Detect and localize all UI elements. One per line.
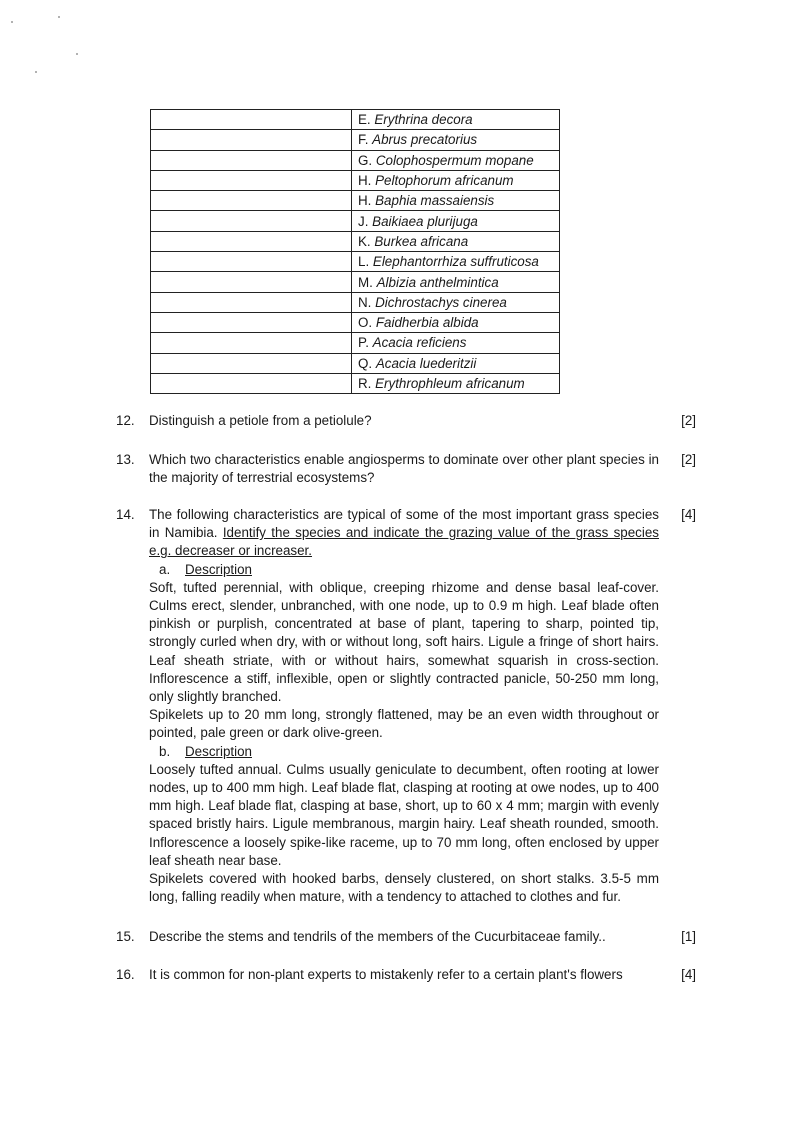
table-row [151, 312, 560, 332]
question-text: It is common for non-plant experts to mistakenly refer to a certain plant's flowers [149, 967, 623, 982]
table-row [151, 231, 560, 251]
question-marks: [4] [681, 507, 696, 522]
species-cell: R. Erythrophleum africanum [352, 373, 560, 393]
part-a-description: Soft, tufted perennial, with oblique, creeping rhizome and dense basal leaf-cover. Culms erect, slender, unbranched, with one node, up to 0.9 m high. Leaf blade often pinkish or purplish, concentrated at base of plant, tapering to sharp, pointed tip, strongly curled when dry, with or without long, soft hairs. Ligule a fringe of short hairs. Leaf sheath striate, with or without hairs, somewhat squarish in cross-section. Inflorescence a stiff, inflexible, open or slightly contracted panicle, 50-250 mm long, only slightly branched. [149, 579, 659, 705]
table-row [151, 110, 560, 130]
species-cell: Q. Acacia luederitzii [352, 353, 560, 373]
part-a-heading [159, 561, 659, 579]
species-name: Colophospermum mopane [375, 152, 534, 168]
part-b-spikelets: Spikelets covered with hooked barbs, densely clustered, on short stalks. 3.5-5 mm long, falling readily when mature, with a tendency to attached to clothes and fur. [149, 871, 659, 905]
answer-cell [151, 211, 352, 231]
answer-cell [151, 272, 352, 292]
instruction-text: Identify the species and indicate the grazing value of the grass species e.g. decreaser or increaser. [149, 525, 659, 559]
question-number: 16. [116, 967, 135, 982]
answer-cell [151, 373, 352, 393]
answer-cell [151, 170, 352, 190]
question-marks: [1] [681, 929, 696, 944]
question-number: 12. [116, 413, 135, 428]
answer-cell [151, 252, 352, 272]
question-marks: [2] [681, 413, 696, 428]
table-row [151, 150, 560, 170]
table-row [151, 272, 560, 292]
species-name: Acacia reficiens [372, 335, 467, 351]
species-cell: E. Erythrina decora [352, 110, 560, 130]
table-row [151, 252, 560, 272]
question-body [149, 506, 659, 906]
part-a-spikelets: Spikelets up to 20 mm long, strongly flattened, may be an even width throughout or pointed, pale green or dark olive-green. [149, 707, 659, 741]
answer-cell [151, 191, 352, 211]
answer-cell [151, 312, 352, 332]
species-name: Burkea africana [374, 233, 469, 249]
part-label: a. [159, 561, 171, 577]
question-text: Which two characteristics enable angiosperms to dominate over other plant species in the majority of terrestrial ecosystems? [149, 452, 659, 486]
species-cell: F. Abrus precatorius [352, 130, 560, 150]
question-number: 13. [116, 452, 135, 467]
part-b-heading [159, 743, 659, 761]
species-name: Baikiaea plurijuga [372, 213, 478, 229]
question-text: Distinguish a petiole from a petiolule? [149, 413, 372, 428]
table-row [151, 130, 560, 150]
species-name: Peltophorum africanum [375, 173, 514, 189]
species-cell: H. Peltophorum africanum [352, 170, 560, 190]
answer-cell [151, 333, 352, 353]
part-heading: Description [185, 561, 252, 577]
species-name: Abrus precatorius [372, 132, 478, 148]
part-heading: Description [185, 743, 252, 759]
species-name: Erythrophleum africanum [375, 376, 525, 391]
answer-cell [151, 231, 352, 251]
table-row [151, 292, 560, 312]
table-row [151, 373, 560, 393]
table-row [151, 353, 560, 373]
species-name: Erythrina decora [374, 112, 473, 128]
table-row [151, 333, 560, 353]
question-marks: [2] [681, 452, 696, 467]
species-cell: H. Baphia massaiensis [352, 191, 560, 211]
intro-text: The following characteristics are typical of some of the most important grass species in Namibia. [149, 507, 659, 541]
species-cell: J. Baikiaea plurijuga [352, 211, 560, 231]
part-b-description: Loosely tufted annual. Culms usually geniculate to decumbent, often rooting at lower nodes, up to 400 mm high. Leaf blade flat, clasping at rooting at owe nodes, up to 400 mm high. Leaf blade flat, clasping at base, short, up to 60 x 4 mm; margin with evenly spaced bristly hairs. Ligule membranous, margin hairy. Leaf sheath rounded, smooth. Inflorescence a loosely spike-like raceme, up to 70 mm long, often enclosed by upper leaf sheath near base. [149, 761, 659, 868]
species-name: Baphia massaiensis [375, 193, 495, 209]
species-cell: N. Dichrostachys cinerea [352, 292, 560, 312]
species-cell: P. Acacia reficiens [352, 333, 560, 353]
species-name: Faidherbia albida [375, 315, 479, 331]
part-label: b. [159, 743, 171, 759]
answer-cell [151, 150, 352, 170]
species-name: Acacia luederitzii [375, 355, 477, 371]
table-row [151, 170, 560, 190]
question-intro [149, 506, 659, 561]
species-cell: G. Colophospermum mopane [352, 150, 560, 170]
answer-cell [151, 110, 352, 130]
table-row [151, 211, 560, 231]
species-cell: O. Faidherbia albida [352, 312, 560, 332]
answer-cell [151, 130, 352, 150]
table-row [151, 191, 560, 211]
species-name: Albizia anthelmintica [376, 274, 499, 290]
question-text: Describe the stems and tendrils of the members of the Cucurbitaceae family.. [149, 929, 606, 944]
answer-cell [151, 353, 352, 373]
question-number: 14. [116, 507, 135, 522]
species-cell: M. Albizia anthelmintica [352, 272, 560, 292]
species-name: Elephantorrhiza suffruticosa [372, 254, 539, 270]
species-table [150, 109, 560, 394]
species-cell: K. Burkea africana [352, 231, 560, 251]
species-name: Dichrostachys cinerea [375, 294, 507, 310]
species-cell: L. Elephantorrhiza suffruticosa [352, 252, 560, 272]
answer-cell [151, 292, 352, 312]
question-marks: [4] [681, 967, 696, 982]
question-number: 15. [116, 929, 135, 944]
